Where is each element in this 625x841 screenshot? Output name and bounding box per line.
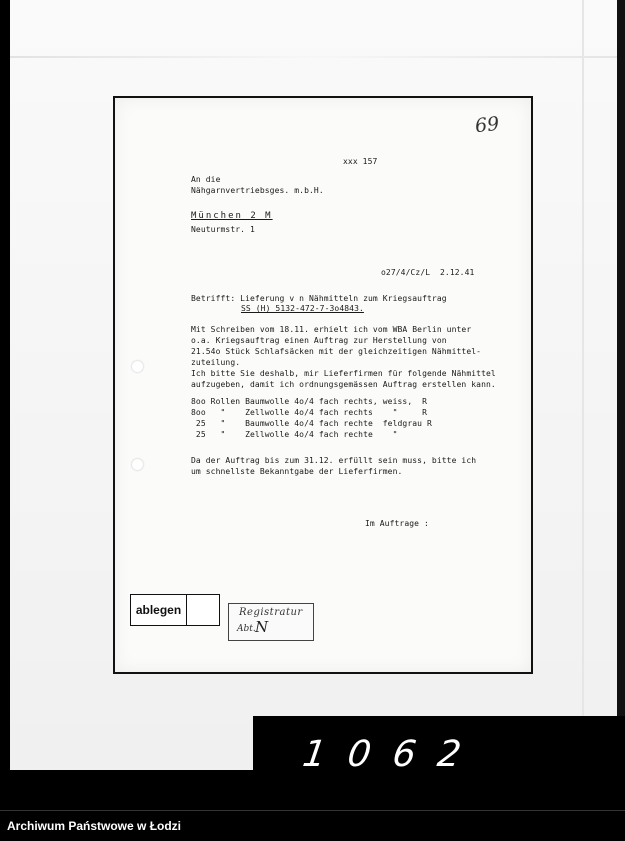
ablegen-stamp — [130, 594, 220, 626]
body-line-4: zuteilung. — [191, 358, 241, 367]
registratur-stamp — [228, 603, 314, 641]
file-reference-date: o27/4/Cz/L 2.12.41 — [381, 268, 475, 277]
registratur-stamp-letter: N — [255, 618, 269, 636]
body-line-2: o.a. Kriegsauftrag einen Auftrag zur Herstellung von — [191, 336, 447, 345]
item-line-2: 8oo " Zellwolle 4o/4 fach rechts " R — [191, 408, 427, 417]
registratur-stamp-title: Registratur — [239, 607, 303, 618]
closing-line-2: um schnellste Bekanntgabe der Lieferfirmen. — [191, 467, 403, 476]
handwritten-page-number: 69 — [473, 112, 501, 138]
folio-number: 1062 — [300, 734, 486, 775]
ablegen-stamp-label: ablegen — [131, 595, 187, 625]
body-line-1: Mit Schreiben vom 18.11. erhielt ich vom WBA Berlin unter — [191, 325, 472, 334]
body-line-3: 21.54o Stück Schlafsäcken mit der gleichzeitigen Nähmittel- — [191, 347, 482, 356]
subject-line-1: Betrifft: Lieferung v n Nähmitteln zum Kriegsauftrag — [191, 294, 447, 303]
body-line-6: aufzugeben, damit ich ordnungsgemässen Auftrag erstellen kann. — [191, 380, 496, 389]
recipient-city: München 2 M — [191, 211, 273, 221]
document-frame — [113, 96, 533, 674]
recipient-line-2: Nähgarnvertriebsges. m.b.H. — [191, 186, 324, 195]
item-line-4: 25 " Zellwolle 4o/4 fach rechte " — [191, 430, 398, 439]
fold-line-vertical — [582, 0, 584, 770]
document-page — [115, 98, 531, 672]
fold-line — [10, 56, 617, 58]
recipient-street: Neuturmstr. 1 — [191, 225, 255, 234]
registratur-stamp-abt: Abt. — [237, 624, 256, 634]
archive-name: Archiwum Państwowe w Łodzi — [7, 819, 182, 833]
signature-line: Im Auftrage : — [365, 519, 429, 528]
reference-number: xxx 157 — [343, 157, 378, 166]
punch-hole-lower — [132, 459, 143, 470]
recipient-line-1: An die — [191, 175, 221, 184]
closing-line-1: Da der Auftrag bis zum 31.12. erfüllt sein muss, bitte ich — [191, 456, 477, 465]
archive-footer — [0, 810, 625, 841]
ablegen-stamp-empty-cell — [187, 595, 219, 625]
item-line-3: 25 " Baumwolle 4o/4 fach rechte feldgrau R — [191, 419, 432, 428]
item-line-1: 8oo Rollen Baumwolle 4o/4 fach rechts, weiss, R — [191, 397, 427, 406]
body-line-5: Ich bitte Sie deshalb, mir Lieferfirmen für folgende Nähmittel — [191, 369, 496, 378]
sheet-edge-shadow — [617, 0, 625, 770]
folio-panel — [253, 716, 625, 810]
subject-line-2: SS (H) 5132-472-7-3o4843. — [241, 304, 364, 313]
punch-hole-upper — [132, 361, 143, 372]
